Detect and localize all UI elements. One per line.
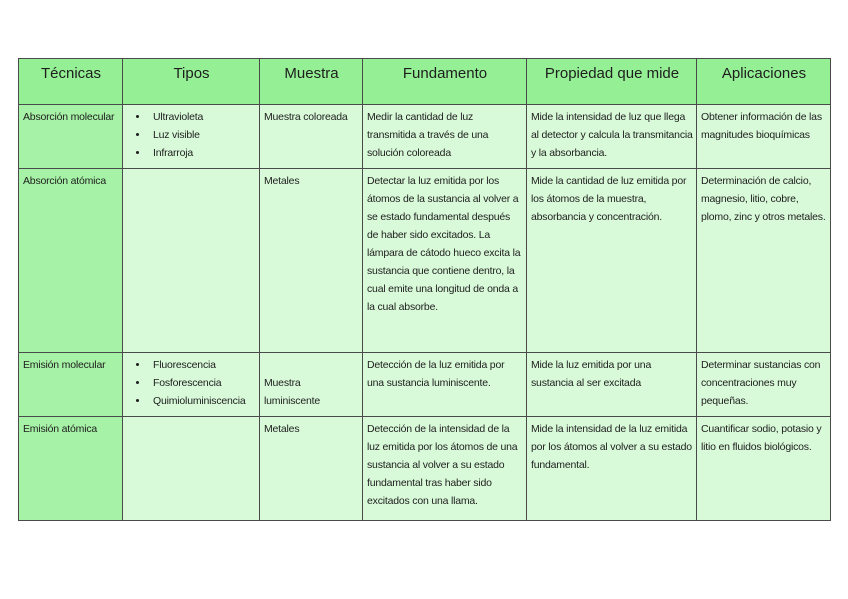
cell-tipos [123,417,260,521]
cell-aplicaciones: Determinación de calcio, magnesio, litio, cobre, plomo, zinc y otros metales. [697,169,831,353]
list-item: • Infrarroja [149,144,256,162]
list-item: • Fosforescencia [149,374,256,392]
cell-tipos [123,105,260,169]
list-item: • Luz visible [149,126,256,144]
cell-fundamento: Medir la cantidad de luz transmitida a través de una solución coloreada [363,105,527,169]
cell-muestra: Metales [260,417,363,521]
tipos-list [127,108,256,162]
cell-tecnica: Absorción molecular [19,105,123,169]
cell-tecnica: Emisión atómica [19,417,123,521]
header-fundamento: Fundamento [363,59,527,105]
header-aplicaciones: Aplicaciones [697,59,831,105]
tipos-list [127,356,256,410]
cell-tecnica: Absorción atómica [19,169,123,353]
cell-fundamento: Detección de la luz emitida por una sustancia luminiscente. [363,353,527,417]
header-tecnicas: Técnicas [19,59,123,105]
table-row [19,105,831,169]
list-item: • Quimioluminiscencia [149,392,256,410]
table-row [19,353,831,417]
cell-fundamento: Detectar la luz emitida por los átomos de la sustancia al volver a se estado fundamental después de haber sido excitados. La lámpara de cátodo hueco excita la sustancia que contiene dentro, la cual emite una longitud de onda a la cual absorbe. [363,169,527,353]
header-muestra: Muestra [260,59,363,105]
list-item: • Fluorescencia [149,356,256,374]
cell-aplicaciones: Determinar sustancias con concentraciones muy pequeñas. [697,353,831,417]
cell-muestra: Muestra coloreada [260,105,363,169]
cell-aplicaciones: Cuantificar sodio, potasio y litio en fluidos biológicos. [697,417,831,521]
header-propiedad: Propiedad que mide [527,59,697,105]
cell-muestra [260,353,363,417]
cell-tipos [123,169,260,353]
cell-propiedad: Mide la luz emitida por una sustancia al ser excitada [527,353,697,417]
cell-propiedad: Mide la intensidad de la luz emitida por los átomos al volver a su estado fundamental. [527,417,697,521]
cell-muestra: Metales [260,169,363,353]
cell-propiedad: Mide la intensidad de luz que llega al detector y calcula la transmitancia y la absorbancia. [527,105,697,169]
table-row [19,169,831,353]
table-row [19,417,831,521]
header-row [19,59,831,105]
cell-propiedad: Mide la cantidad de luz emitida por los átomos de la muestra, absorbancia y concentración. [527,169,697,353]
cell-tipos [123,353,260,417]
muestra-text: Muestra luminiscente [264,377,320,407]
header-tipos: Tipos [123,59,260,105]
cell-fundamento: Detección de la intensidad de la luz emitida por los átomos de una sustancia al volver a su estado fundamental tras haber sido excitados con una llama. [363,417,527,521]
cell-tecnica: Emisión molecular [19,353,123,417]
techniques-table [18,58,831,521]
cell-aplicaciones: Obtener información de las magnitudes bioquímicas [697,105,831,169]
list-item: • Ultravioleta [149,108,256,126]
